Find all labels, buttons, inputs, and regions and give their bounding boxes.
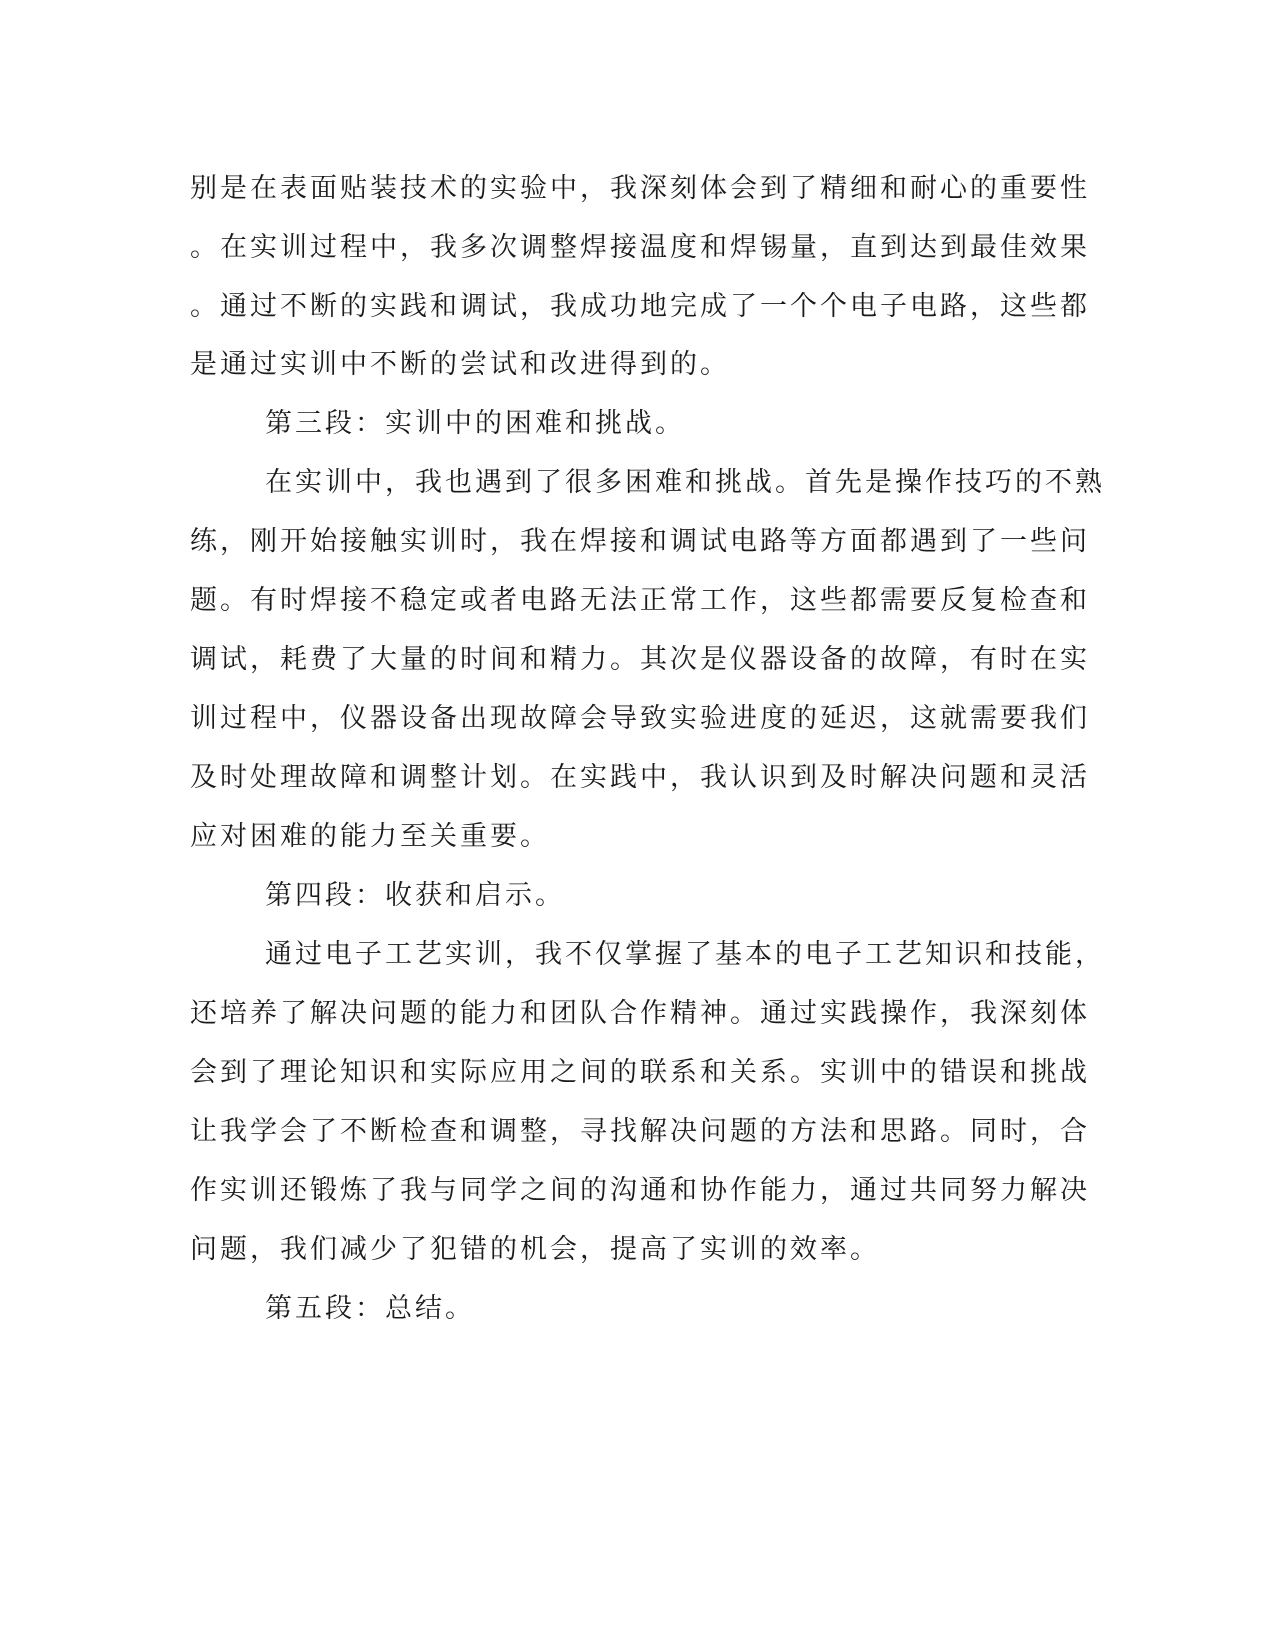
paragraph-line: 训过程中，仪器设备出现故障会导致实验进度的延迟，这就需要我们 bbox=[190, 703, 1090, 734]
paragraph-line: 作实训还锻炼了我与同学之间的沟通和协作能力，通过共同努力解决 bbox=[190, 1175, 1090, 1206]
paragraph-line: 练，刚开始接触实训时，我在焊接和调试电路等方面都遇到了一些问 bbox=[190, 526, 1090, 557]
paragraph-line: 通过电子工艺实训，我不仅掌握了基本的电子工艺知识和技能， bbox=[265, 939, 1105, 970]
paragraph-line: 会到了理论知识和实际应用之间的联系和关系。实训中的错误和挑战 bbox=[190, 1057, 1090, 1088]
paragraph-line: 及时处理故障和调整计划。在实践中，我认识到及时解决问题和灵活 bbox=[190, 762, 1090, 793]
paragraph-line: 在实训中，我也遇到了很多困难和挑战。首先是操作技巧的不熟 bbox=[265, 467, 1105, 498]
section-heading: 第三段：实训中的困难和挑战。 bbox=[265, 408, 685, 439]
paragraph-line: 。在实训过程中，我多次调整焊接温度和焊锡量，直到达到最佳效果 bbox=[190, 232, 1090, 263]
paragraph-line: 让我学会了不断检查和调整，寻找解决问题的方法和思路。同时，合 bbox=[190, 1116, 1090, 1147]
paragraph-line: 还培养了解决问题的能力和团队合作精神。通过实践操作，我深刻体 bbox=[190, 998, 1090, 1029]
paragraph-line: 问题，我们减少了犯错的机会，提高了实训的效率。 bbox=[190, 1234, 880, 1265]
paragraph-line: 。通过不断的实践和调试，我成功地完成了一个个电子电路，这些都 bbox=[190, 291, 1090, 322]
paragraph-line: 应对困难的能力至关重要。 bbox=[190, 821, 550, 852]
paragraph-line: 题。有时焊接不稳定或者电路无法正常工作，这些都需要反复检查和 bbox=[190, 585, 1090, 616]
section-heading: 第五段：总结。 bbox=[265, 1293, 475, 1324]
section-heading: 第四段：收获和启示。 bbox=[265, 880, 565, 911]
paragraph-line: 别是在表面贴装技术的实验中，我深刻体会到了精细和耐心的重要性 bbox=[190, 173, 1090, 204]
paragraph-line: 调试，耗费了大量的时间和精力。其次是仪器设备的故障，有时在实 bbox=[190, 644, 1090, 675]
paragraph-line: 是通过实训中不断的尝试和改进得到的。 bbox=[190, 349, 730, 380]
